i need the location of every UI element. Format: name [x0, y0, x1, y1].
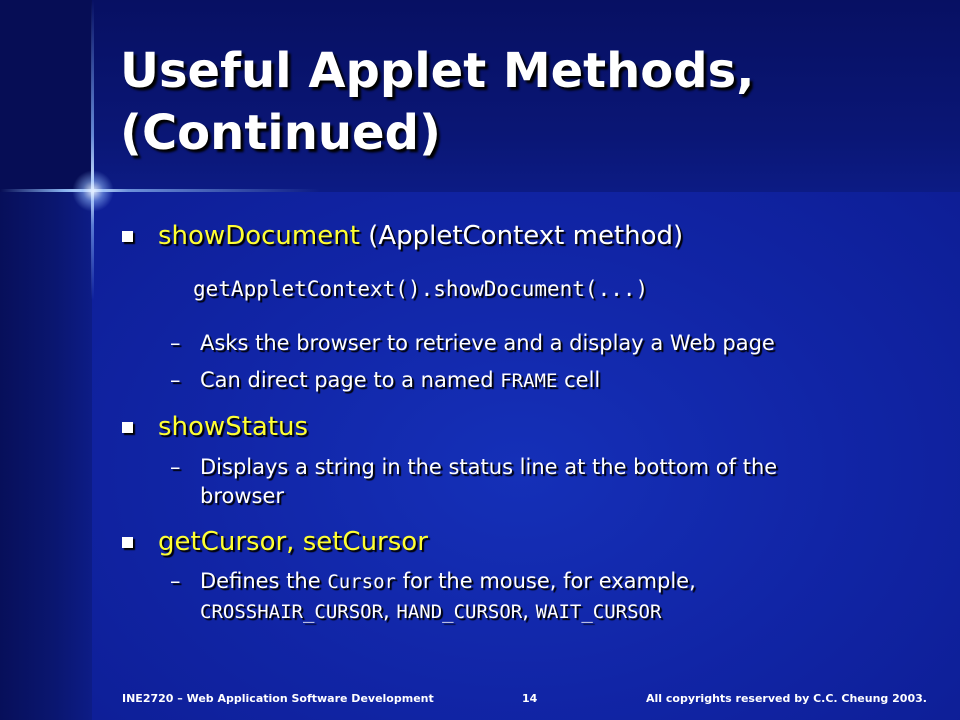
square-bullet-icon [122, 231, 133, 242]
code-example: getAppletContext().showDocument(...) [193, 277, 649, 301]
dash-bullet: – [170, 331, 181, 355]
code-term: HAND_CURSOR [396, 601, 523, 623]
title-line-1: Useful Applet Methods, [120, 43, 755, 99]
sub-bullet-text: Asks the browser to retrieve and a display a Web page [200, 331, 775, 355]
square-bullet-icon [122, 422, 133, 433]
title-line-2: (Continued) [120, 105, 441, 161]
method-name: showStatus [158, 412, 309, 442]
square-bullet-icon [122, 537, 133, 548]
text-line: browser [200, 484, 285, 508]
method-name: getCursor, setCursor [158, 527, 428, 557]
sub-bullet-text [200, 567, 880, 627]
dash-bullet: – [170, 569, 181, 593]
footer-page-number: 14 [522, 692, 538, 705]
dash-bullet: – [170, 455, 181, 479]
code-term: WAIT_CURSOR [535, 601, 662, 623]
code-term: Cursor [327, 571, 396, 593]
sub-bullet-text [200, 366, 880, 396]
text-segment: cell [557, 368, 601, 392]
footer-copyright: All copyrights reserved by C.C. Cheung 2003. [646, 692, 927, 705]
method-note: (AppletContext method) [359, 221, 684, 251]
text-segment: Can direct page to a named [200, 368, 501, 392]
text-segment: , [522, 599, 536, 623]
text-segment: Defines the [200, 569, 328, 593]
text-segment: for the mouse, for example, [395, 569, 696, 593]
code-term: CROSSHAIR_CURSOR [200, 601, 384, 623]
text-segment: , [383, 599, 397, 623]
footer-course: INE2720 – Web Application Software Development [122, 692, 434, 705]
method-name: showDocument [158, 221, 360, 251]
text-line: Displays a string in the status line at the bottom of the [200, 455, 778, 479]
dash-bullet: – [170, 368, 181, 392]
sub-bullet-text [200, 453, 880, 511]
code-term: FRAME [500, 370, 558, 392]
bullet-text [158, 219, 683, 253]
